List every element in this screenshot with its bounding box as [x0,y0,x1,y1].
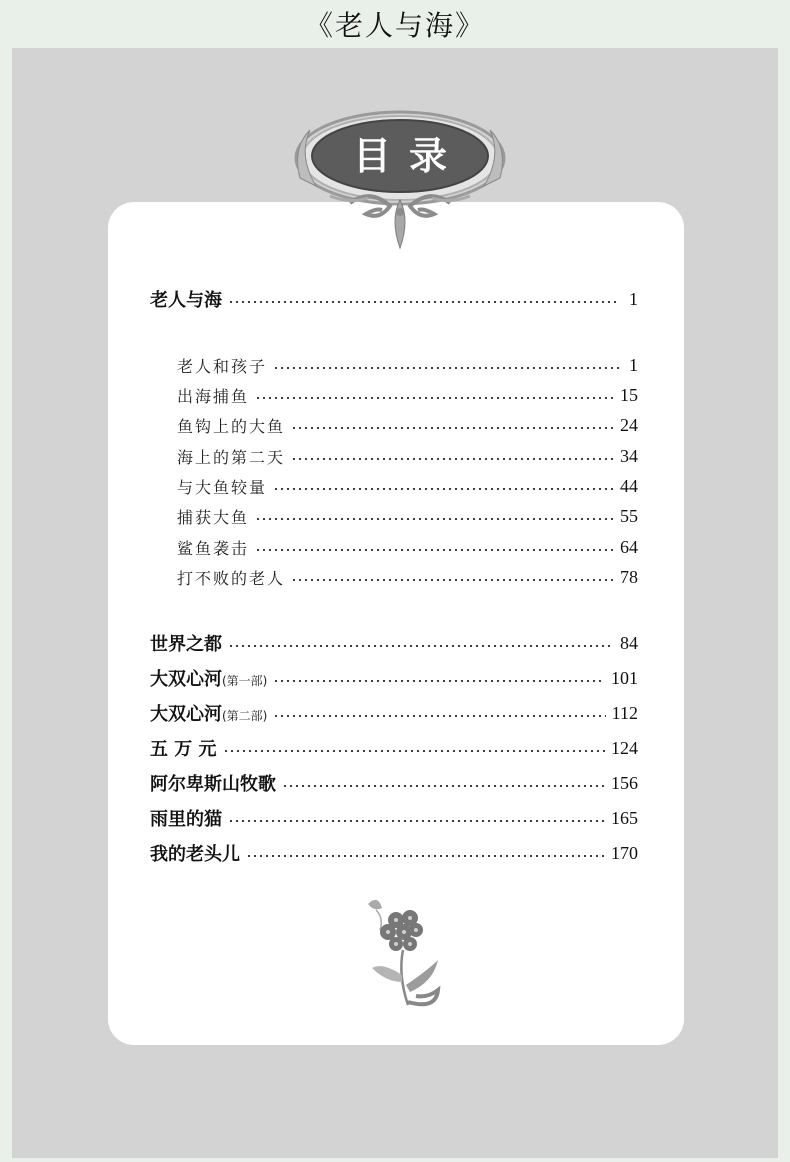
toc-subentry-page: 44 [620,475,638,496]
flower-icon [358,890,448,1015]
toc-subentry[interactable] [177,562,638,592]
toc-entry[interactable] [150,733,638,763]
toc-entry[interactable] [150,284,638,314]
dot-leader [273,680,605,682]
dot-leader [228,301,620,303]
dot-leader [228,645,614,647]
dot-leader [223,750,605,752]
toc-entry-page: 84 [620,632,638,653]
toc-subentry-page: 78 [620,566,638,587]
toc-subentry-page: 64 [620,536,638,557]
toc-heading: 目录 [352,134,465,178]
toc-subentry[interactable] [177,532,638,562]
dot-leader [255,397,614,399]
toc-subentry-title: 出海捕鱼 [177,386,250,406]
toc-subentry-title: 海上的第二天 [177,447,286,467]
toc-entry[interactable] [150,838,638,868]
toc-subentry-page: 15 [620,384,638,405]
toc-entry-page: 165 [611,807,638,828]
toc-entry-title: 大双心河(第一部) [150,669,268,690]
toc-entry-page: 156 [611,772,638,793]
toc-subentry[interactable] [177,441,638,471]
toc-entry-page: 170 [611,842,638,863]
toc-entry-title: 老人与海 [150,290,222,311]
toc-subentry[interactable] [177,380,638,410]
page-title: 《老人与海》 [304,9,485,42]
toc-entry-page: 112 [611,702,638,723]
toc-subentry[interactable] [177,501,638,531]
toc-entry[interactable] [150,663,638,693]
dot-leader [246,855,605,857]
toc-entry-page: 1 [629,288,638,309]
ornate-frame-icon [290,108,510,254]
dot-leader [255,518,614,520]
dot-leader [255,549,614,551]
toc-entry[interactable] [150,698,638,728]
toc-subentry[interactable] [177,471,638,501]
toc-subentry-title: 捕获大鱼 [177,507,250,527]
toc-subentry-title: 鲨鱼袭击 [177,538,250,558]
toc-entry-title: 我的老头儿 [150,844,240,865]
toc-subentry-title: 老人和孩子 [177,356,268,376]
dot-leader [291,458,614,460]
dot-leader [291,579,614,581]
toc-subentry-title: 打不败的老人 [177,568,286,588]
toc-entry[interactable] [150,803,638,833]
dot-leader [273,367,620,369]
toc-entry[interactable] [150,628,638,658]
toc-subentry-title: 鱼钩上的大鱼 [177,416,286,436]
toc-entry-page: 124 [611,737,638,758]
toc-subentry-title: 与大鱼较量 [177,477,268,497]
dot-leader [291,427,614,429]
dot-leader [228,820,605,822]
dot-leader [273,488,614,490]
toc-subentry-page: 34 [620,445,638,466]
toc-entry-page: 101 [611,667,638,688]
toc-subentry[interactable] [177,410,638,440]
toc-entry[interactable] [150,768,638,798]
toc-subentry-page: 55 [620,505,638,526]
toc-subentry[interactable] [177,350,638,380]
dot-leader [273,715,605,717]
toc-entry-title: 雨里的猫 [150,809,222,830]
dot-leader [282,785,605,787]
toc-entry-title: 五 万 元 [150,739,217,760]
toc-subentry-page: 1 [629,354,638,375]
toc-entry-title: 阿尔卑斯山牧歌 [150,774,276,795]
toc-subentry-page: 24 [620,414,638,435]
toc-entry-title: 世界之都 [150,634,222,655]
toc-entry-title: 大双心河(第二部) [150,704,268,725]
